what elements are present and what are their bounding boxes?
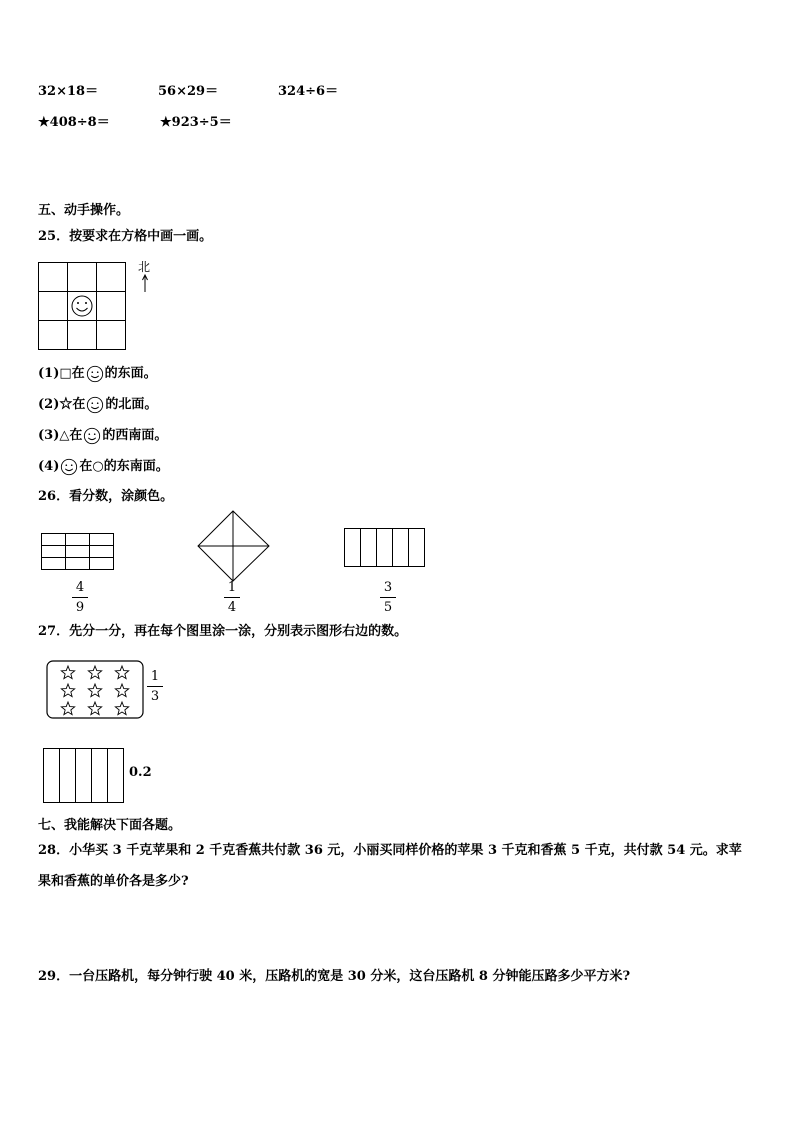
smiley-icon <box>86 396 104 414</box>
q27-rect-5-strips <box>43 748 125 804</box>
star-icon <box>61 666 74 679</box>
q25-item-4: (4) 在○的东南面。 <box>38 459 169 474</box>
q25-title: 25．按要求在方格中画一画。 <box>38 229 213 244</box>
smiley-icon <box>86 365 104 383</box>
fraction-4-9: 4 9 <box>70 580 90 615</box>
smiley-icon <box>60 458 78 476</box>
fraction-1-4: 1 4 <box>222 580 242 615</box>
q28-line-1: 28．小华买 3 千克苹果和 2 千克香蕉共付款 36 元，小丽买同样价格的苹果 3 千克和香蕉 5 千克，共付款 54 元。求苹 <box>38 843 742 858</box>
q25-item-2: (2)☆在 的北面。 <box>38 397 158 412</box>
q26-title: 26．看分数，涂颜色。 <box>38 489 174 504</box>
calc-923div5: ★923÷5＝ <box>160 115 232 130</box>
north-label: 北 <box>138 260 151 274</box>
fraction-3-5: 3 5 <box>378 580 398 615</box>
star-icon <box>61 684 74 697</box>
q29-line-1: 29．一台压路机，每分钟行驶 40 米，压路机的宽是 30 分米，这台压路机 8 分钟能压路多少平方米? <box>38 969 631 984</box>
calc-32x18: 32×18＝ <box>38 84 99 99</box>
star-icon <box>88 666 101 679</box>
north-arrow-icon <box>140 274 150 294</box>
section5-title: 五、动手操作。 <box>38 203 130 218</box>
star-icon <box>115 666 128 679</box>
star-icon <box>115 684 128 697</box>
q26-rect-5-strips <box>344 528 426 568</box>
decimal-label: 0.2 <box>129 765 152 780</box>
q27-title: 27．先分一分，再在每个图里涂一涂，分别表示图形右边的数。 <box>38 624 408 639</box>
q26-rect-9-grid <box>41 533 115 571</box>
q27-star-box <box>46 660 146 720</box>
smiley-icon <box>83 427 101 445</box>
q26-diamond <box>197 510 271 584</box>
smiley-icon <box>72 296 92 316</box>
q28-line-2: 果和香蕉的单价各是多少? <box>38 874 189 889</box>
star-icon <box>115 702 128 715</box>
q25-item-3: (3)△在 的西南面。 <box>38 428 168 443</box>
calc-408div8: ★408÷8＝ <box>38 115 110 130</box>
section7-title: 七、我能解决下面各题。 <box>38 818 182 833</box>
star-icon <box>88 684 101 697</box>
q25-item-1: (1)□在 的东面。 <box>38 366 157 381</box>
calc-56x29: 56×29＝ <box>158 84 219 99</box>
fraction-1-3: 1 3 <box>145 669 165 704</box>
star-icon <box>88 702 101 715</box>
q25-grid <box>38 262 128 350</box>
calc-324div6: 324÷6＝ <box>278 84 339 99</box>
star-icon <box>61 702 74 715</box>
